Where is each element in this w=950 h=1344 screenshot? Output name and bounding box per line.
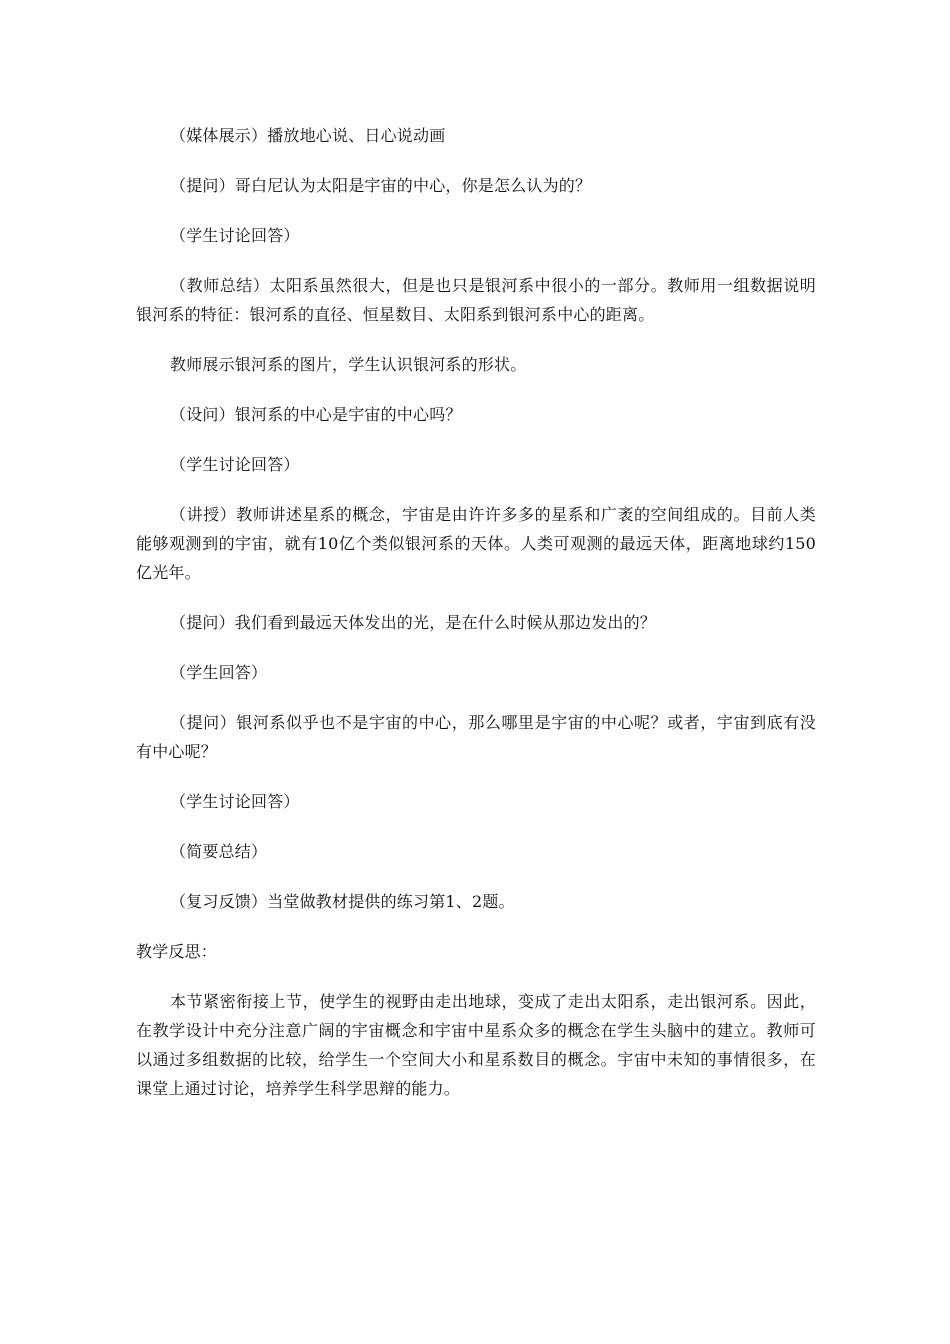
- teacher-summary-paragraph: （教师总结）太阳系虽然很大，但是也只是银河系中很小的一部分。教师用一组数据说明银河系的特征：银河系的直径、恒星数目、太阳系到银河系中心的距离。: [136, 276, 816, 324]
- reflection-paragraph: 本节紧密衔接上节，使学生的视野由走出地球，变成了走出太阳系，走出银河系。因此，在教学设计中充分注意广阔的宇宙概念和宇宙中星系众多的概念在学生头脑中的建立。教师可以通过多组数据的比较，给学生一个空间大小和星系数目的概念。宇宙中未知的事情很多，在课堂上通过讨论，培养学生科学思辩的能力。: [136, 992, 816, 1098]
- question-paragraph-2: （提问）我们看到最远天体发出的光，是在什么时候从那边发出的？: [170, 613, 657, 632]
- student-answer-paragraph: （学生回答）: [170, 663, 268, 682]
- student-discussion-paragraph-2: （学生讨论回答）: [170, 455, 300, 474]
- question-paragraph-3: （提问）银河系似乎也不是宇宙的中心，那么哪里是宇宙的中心呢？或者，宇宙到底有没有中心呢？: [136, 713, 816, 761]
- reflection-heading: 教学反思：: [136, 942, 218, 961]
- guided-question-paragraph: （设问）银河系的中心是宇宙的中心吗？: [170, 405, 462, 424]
- student-discussion-paragraph-3: （学生讨论回答）: [170, 792, 300, 811]
- question-paragraph-1: （提问）哥白尼认为太阳是宇宙的中心，你是怎么认为的？: [170, 176, 592, 195]
- lecture-paragraph: （讲授）教师讲述星系的概念，宇宙是由许许多多的星系和广袤的空间组成的。目前人类能够观测到的宇宙，就有10亿个类似银河系的天体。人类可观测的最远天体，距离地球约150亿光年。: [136, 505, 816, 582]
- galaxy-image-paragraph: 教师展示银河系的图片，学生认识银河系的形状。: [170, 355, 527, 374]
- student-discussion-paragraph-1: （学生讨论回答）: [170, 226, 300, 245]
- media-display-paragraph: （媒体展示）播放地心说、日心说动画: [170, 126, 446, 145]
- review-feedback-paragraph: （复习反馈）当堂做教材提供的练习第1、2题。: [170, 892, 515, 911]
- brief-summary-paragraph: （简要总结）: [170, 842, 268, 861]
- document-body: [136, 121, 816, 1103]
